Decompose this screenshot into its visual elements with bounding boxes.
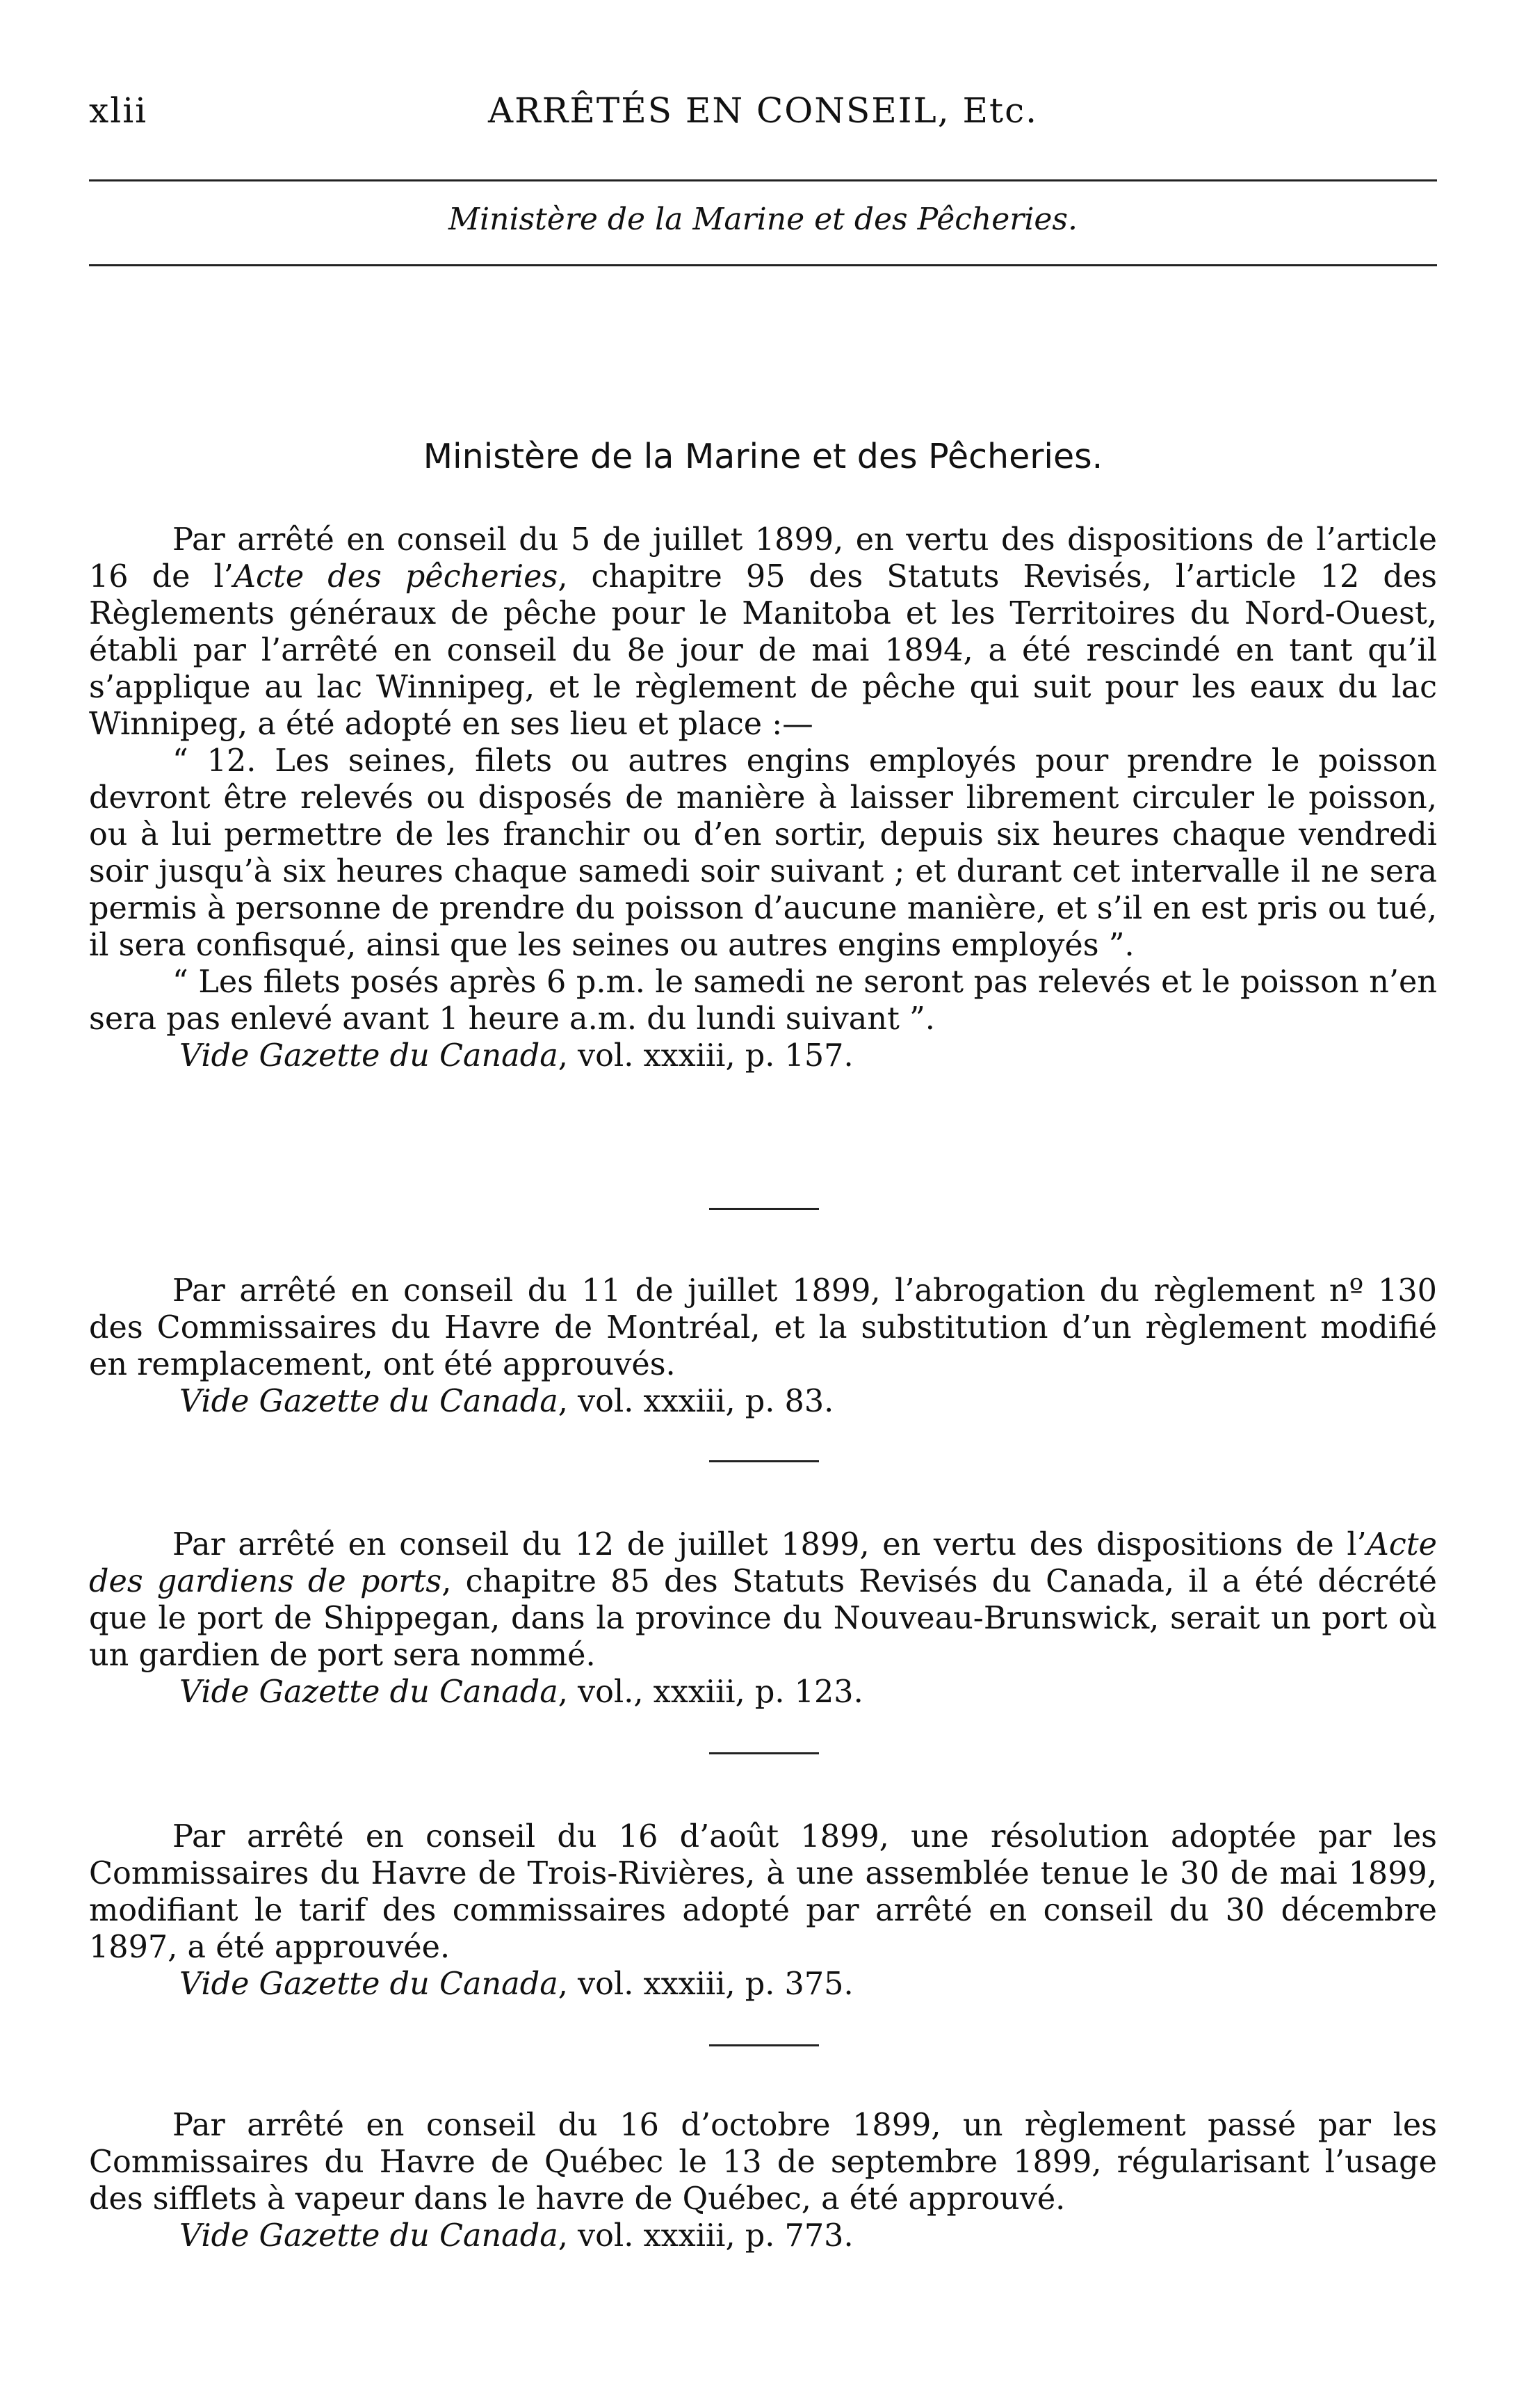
entry-5-text: Par arrêté en conseil du 16 d’octobre 1899, un règlement passé par les Commissaires du Havre de Québec le 13 de septembre 1899, régularisant l’usage des sifflets à vapeur dans le havre de Québec, a été approuvé. <box>89 2108 1437 2217</box>
header-rule-bottom <box>89 264 1437 266</box>
entry-3-text: Par arrêté en conseil du 12 de juillet 1899, en vertu des dispositions de l’Acte des gardiens de ports, chapitre 85 des Statuts Revisés du Canada, il a été décrété que le port de Shippegan, dans la province du Nouveau-Brunswick, serait un port où un gardien de port sera nommé. <box>89 1527 1437 1673</box>
section-title: Ministère de la Marine et des Pêcheries. <box>423 437 1103 476</box>
separator-rule <box>709 1208 819 1210</box>
entry-1-citation: Vide Gazette du Canada, vol. xxxiii, p. 157. <box>179 1038 854 1074</box>
entry-1-quote-1: “ 12. Les seines, filets ou autres engins employés pour prendre le poisson devront être relevés ou disposés de manière à laisser librement circuler le poisson, ou à lui permettre de les franchir ou d’en sortir, depuis six heures chaque vendredi soir jusqu’à six heures chaque samedi soir suivant ; et durant cet intervalle il ne sera permis à personne de prendre du poisson d’aucune manière, et s’il en est pris ou tué, il sera confisqué, ainsi que les seines ou autres engins employés ”. <box>89 743 1437 963</box>
entry-1-quote-2: “ Les filets posés après 6 p.m. le samedi ne seront pas relevés et le poisson n’en sera pas enlevé avant 1 heure a.m. du lundi suivant ”. <box>89 964 1437 1037</box>
entry-2-citation: Vide Gazette du Canada, vol. xxxiii, p. 83. <box>179 1384 834 1419</box>
separator-rule <box>709 2044 819 2046</box>
entry-3 <box>89 1526 1437 1711</box>
page-number: xlii <box>89 90 148 131</box>
entry-4-text: Par arrêté en conseil du 16 d’août 1899, une résolution adoptée par les Commissaires du Havre de Trois-Rivières, à une assemblée tenue le 30 de mai 1899, modifiant le tarif des commissaires adopté par arrêté en conseil du 30 décembre 1897, a été approuvée. <box>89 1819 1437 1965</box>
running-title: ARRÊTÉS EN CONSEIL, Etc. <box>487 90 1039 131</box>
ministry-subhead: Ministère de la Marine et des Pêcheries. <box>448 202 1078 237</box>
entry-2 <box>89 1272 1437 1420</box>
separator-rule <box>709 1460 819 1462</box>
separator-rule <box>709 1752 819 1754</box>
entry-4-citation: Vide Gazette du Canada, vol. xxxiii, p. 375. <box>179 1966 854 2002</box>
entry-3-citation: Vide Gazette du Canada, vol., xxxiii, p. 123. <box>179 1674 863 1710</box>
header-rule-top <box>89 179 1437 181</box>
entry-4 <box>89 1818 1437 2003</box>
entry-1-intro: Par arrêté en conseil du 5 de juillet 1899, en vertu des dispositions de l’article 16 de l’Acte des pêcheries, chapitre 95 des Statuts Revisés, l’article 12 des Règlements généraux de pêche pour le Manitoba et les Territoires du Nord-Ouest, établi par l’arrêté en conseil du 8e jour de mai 1894, a été rescindé en tant qu’il s’applique au lac Winnipeg, et le règlement de pêche qui suit pour les eaux du lac Winnipeg, a été adopté en ses lieu et place :— <box>89 522 1437 742</box>
entry-1 <box>89 522 1437 1074</box>
running-head <box>89 90 1437 139</box>
entry-5-citation: Vide Gazette du Canada, vol. xxxiii, p. 773. <box>179 2218 854 2254</box>
entry-2-text: Par arrêté en conseil du 11 de juillet 1899, l’abrogation du règlement nº 130 des Commissaires du Havre de Montréal, et la substitution d’un règlement modifié en remplacement, ont été approuvés. <box>89 1273 1437 1382</box>
entry-5 <box>89 2107 1437 2254</box>
